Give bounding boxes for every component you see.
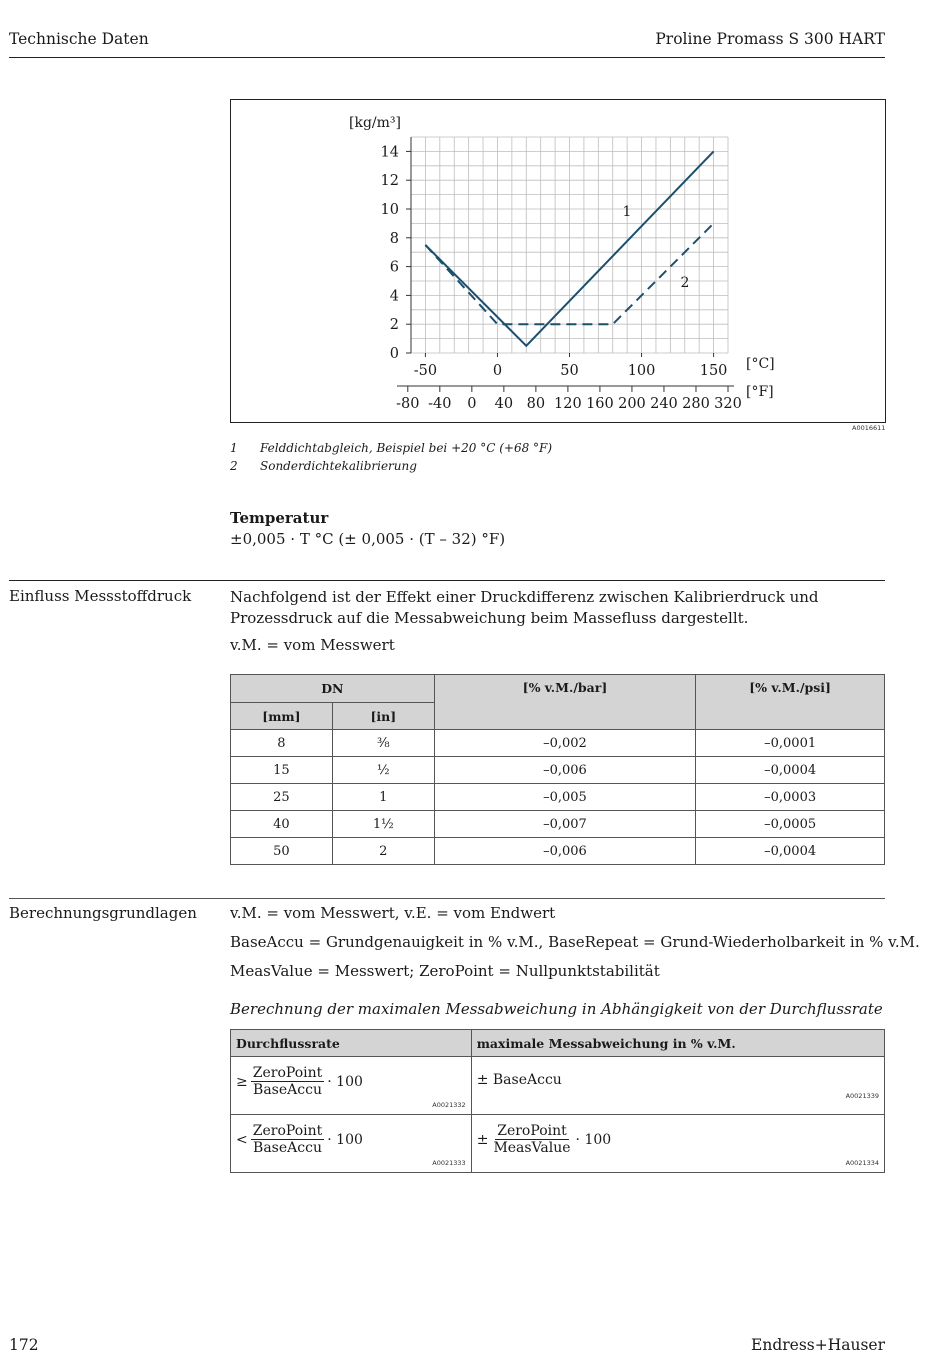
fraction	[251, 1123, 325, 1156]
denominator: BaseAccu	[253, 1082, 322, 1098]
y-tick-label: 12	[380, 173, 399, 190]
berechnung-line-1: v.M. = vom Messwert, v.E. = vom Endwert	[230, 904, 556, 922]
fraction	[251, 1065, 325, 1098]
operator-pm: ±	[476, 1131, 489, 1148]
cell-in: ³⁄₈	[332, 730, 434, 757]
berechnung-line-3: MeasValue = Messwert; ZeroPoint = Nullpunktstabilität	[230, 962, 660, 980]
table-row	[231, 1115, 885, 1173]
multiplier: · 100	[327, 1073, 363, 1090]
x-tick-label-f: -40	[428, 396, 452, 412]
cell-in: ½	[332, 757, 434, 784]
temperatur-formula: ±0,005 · T °C (± 0,005 · (T – 32) °F)	[230, 530, 506, 548]
cell-mm: 40	[231, 811, 333, 838]
col-header-mm: [mm]	[231, 703, 333, 730]
header-rule	[9, 57, 885, 58]
formula-cell	[231, 1115, 472, 1173]
x-tick-label-f: 320	[714, 396, 742, 412]
series-label-1: 1	[622, 204, 632, 220]
cell-psi: –0,0004	[696, 838, 885, 865]
section-divider-berechnung	[9, 898, 885, 899]
cell-psi: –0,0005	[696, 811, 885, 838]
density-chart-frame	[230, 99, 886, 423]
cell-psi: –0,0001	[696, 730, 885, 757]
cell-in: 1	[332, 784, 434, 811]
numerator: ZeroPoint	[252, 1123, 323, 1139]
y-tick-label: 2	[389, 317, 399, 334]
result-text: ± BaseAccu	[476, 1071, 562, 1088]
table-row	[231, 730, 885, 757]
table-row	[231, 1057, 885, 1115]
operator-ge: ≥	[236, 1073, 248, 1090]
legend-item-2	[230, 459, 417, 473]
cell-mm: 25	[231, 784, 333, 811]
temperatur-title: Temperatur	[230, 509, 329, 527]
result-code: A0021334	[845, 1159, 879, 1167]
legend-num-1: 1	[230, 441, 238, 455]
x-unit-celsius: [°C]	[746, 356, 775, 372]
table-row	[231, 811, 885, 838]
vm-note: v.M. = vom Messwert	[230, 636, 395, 654]
cell-mm: 15	[231, 757, 333, 784]
result-cell	[471, 1057, 884, 1115]
y-tick-label: 8	[389, 230, 399, 247]
cell-mm: 8	[231, 730, 333, 757]
x-tick-label-f: 0	[467, 396, 477, 412]
multiplier: · 100	[575, 1131, 612, 1148]
fraction	[491, 1123, 572, 1156]
cell-psi: –0,0003	[696, 784, 885, 811]
chart-code: A0016611	[852, 424, 886, 432]
x-tick-label-c: 50	[560, 363, 579, 379]
denominator: MeasValue	[493, 1140, 571, 1156]
pressure-effect-table	[230, 674, 885, 865]
cell-bar: –0,007	[434, 811, 696, 838]
col-header-bar: [% v.M./bar]	[434, 675, 696, 730]
result-code: A0021339	[845, 1092, 879, 1100]
cell-bar: –0,006	[434, 838, 696, 865]
y-tick-label: 14	[380, 144, 399, 161]
x-tick-label-c: 150	[699, 363, 728, 379]
table-row	[231, 784, 885, 811]
x-tick-label-f: 40	[494, 396, 514, 412]
density-chart	[231, 100, 885, 422]
legend-text-1: Felddichtabgleich, Beispiel bei +20 °C (+68 °F)	[260, 441, 553, 455]
brand-name: Endress+Hauser	[751, 1336, 885, 1354]
operator-lt: <	[236, 1131, 248, 1148]
cell-mm: 50	[231, 838, 333, 865]
table-row	[231, 838, 885, 865]
y-tick-label: 4	[389, 288, 399, 305]
header-product-name: Proline Promass S 300 HART	[655, 30, 885, 48]
col-header-flow-rate: Durchflussrate	[231, 1030, 472, 1057]
table-row	[231, 757, 885, 784]
cell-bar: –0,006	[434, 757, 696, 784]
y-axis-label: [kg/m³]	[349, 115, 401, 131]
page-number: 172	[9, 1336, 39, 1354]
numerator: ZeroPoint	[497, 1123, 567, 1139]
cell-bar: –0,005	[434, 784, 696, 811]
einfluss-label: Einfluss Messstoffdruck	[9, 587, 192, 605]
formula-code: A0021332	[432, 1101, 466, 1109]
x-tick-label-f: 160	[586, 396, 614, 412]
x-tick-label-f: 240	[650, 396, 678, 412]
x-tick-label-c: 100	[627, 363, 656, 379]
cell-in: 1½	[332, 811, 434, 838]
berechnung-subtitle: Berechnung der maximalen Messabweichung in Abhängigkeit von der Durchflussrate	[230, 1000, 883, 1018]
result-cell	[471, 1115, 884, 1173]
y-tick-label: 10	[380, 202, 399, 218]
flow-rate-table	[230, 1029, 885, 1173]
berechnung-line-2: BaseAccu = Grundgenauigkeit in % v.M., BaseRepeat = Grund-Wiederholbarkeit in % v.M.	[230, 933, 920, 951]
cell-in: 2	[332, 838, 434, 865]
x-tick-label-f: 120	[554, 396, 582, 412]
x-unit-fahrenheit: [°F]	[746, 384, 774, 400]
multiplier: · 100	[327, 1131, 363, 1148]
einfluss-paragraph: Nachfolgend ist der Effekt einer Druckdifferenz zwischen Kalibrierdruck und Prozessdruck auf die Messabweichung beim Massefluss dargestellt.	[230, 588, 819, 627]
col-header-in: [in]	[332, 703, 434, 730]
berechnung-label: Berechnungsgrundlagen	[9, 904, 197, 922]
x-tick-label-f: 280	[682, 396, 710, 412]
col-header-dn: DN	[231, 675, 435, 703]
series-label-2: 2	[680, 275, 690, 291]
y-tick-label: 6	[389, 259, 399, 276]
x-tick-label-f: 200	[618, 396, 646, 412]
cell-bar: –0,002	[434, 730, 696, 757]
header-section-title: Technische Daten	[9, 30, 149, 48]
x-tick-label-f: -80	[396, 396, 420, 412]
formula-cell	[231, 1057, 472, 1115]
y-tick-label: 0	[389, 346, 399, 362]
x-tick-label-c: 0	[492, 363, 503, 379]
x-tick-label-f: 80	[526, 396, 546, 412]
legend-text-2: Sonderdichtekalibrierung	[260, 459, 417, 473]
section-divider-einfluss	[9, 580, 885, 581]
col-header-psi: [% v.M./psi]	[696, 675, 885, 730]
x-tick-label-c: -50	[413, 363, 438, 379]
legend-item-1	[230, 441, 552, 455]
legend-num-2: 2	[230, 459, 238, 473]
numerator: ZeroPoint	[252, 1065, 323, 1081]
denominator: BaseAccu	[253, 1140, 322, 1156]
col-header-max-deviation: maximale Messabweichung in % v.M.	[471, 1030, 884, 1057]
cell-psi: –0,0004	[696, 757, 885, 784]
formula-code: A0021333	[432, 1159, 466, 1167]
